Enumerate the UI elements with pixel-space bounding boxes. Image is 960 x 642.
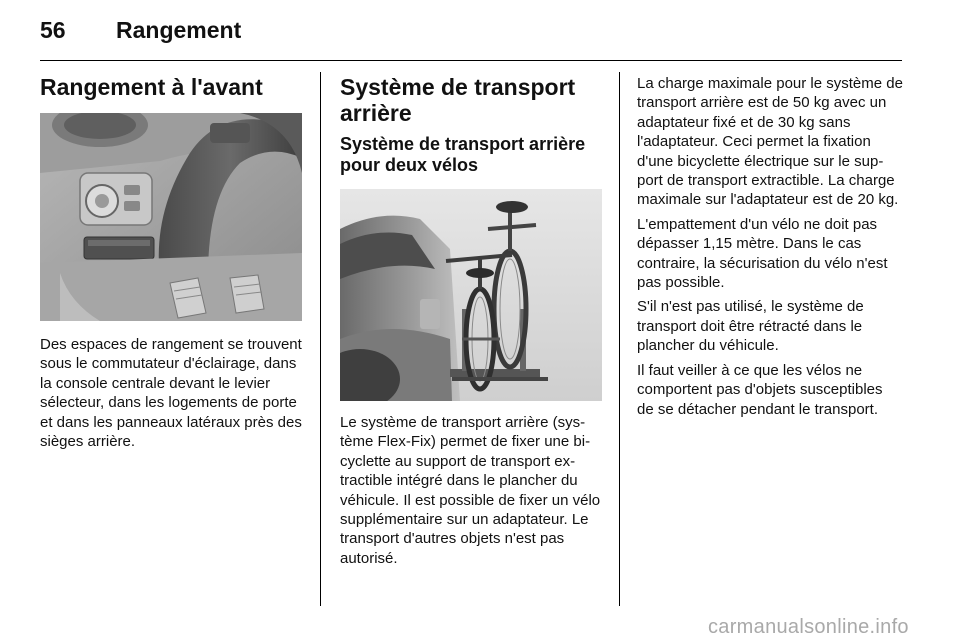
rear-bike-carrier-photo-icon [340,189,602,401]
section-heading-front-storage: Rangement à l'avant [40,74,263,100]
front-storage-paragraph: Des espaces de rangement se trouvent sous le commutateur d'éclairage, dans la console centrale devant le levier sélecteur, dans les logements de porte et dans les panneaux latéraux près des sièges arrière. [40,336,302,451]
section-heading-rear-carrier: Système de transport arrière [340,74,576,126]
column-front-storage [40,74,304,456]
dashboard-storage-photo-icon [40,113,302,321]
max-load-paragraph: La charge maximale pour le système de transport arrière est de 50 kg avec un adaptateur fixé et de 30 kg sans l'adaptateur. Ceci permet la fixation d'une bicyclette électrique sur le support de transport extractible. La charge maximale sur l'adaptateur est de 20 kg. [637,75,903,209]
page-number: 56 [40,17,66,43]
column-divider-right [619,72,620,606]
subsection-heading-two-bikes: Système de transport arrière pour deux vélos [340,134,586,175]
retract-paragraph: S'il n'est pas utilisé, le système de transport doit être rétracté dans le plancher du véhicule. [637,298,864,355]
rear-carrier-paragraph: Le système de transport arrière (système Flex-Fix) permet de fixer une bicyclette au support de transport extractible intégré dans le plancher du véhicule. Il est possible de fixer un vélo supplémentaire sur un adaptateur. Le transport d'autres objets n'est pas autorisé. [340,414,601,567]
header-rule [40,60,902,61]
column-carrier-details [637,74,903,424]
page-header-title: Rangement [116,17,242,43]
column-rear-carrier [340,74,602,573]
wheelbase-paragraph: L'empattement d'un vélo ne doit pas dépasser 1,15 mètre. Dans le cas contraire, la sécurisation du vélo n'est pas possible. [637,215,888,292]
column-divider-left [320,72,321,606]
loose-objects-paragraph: Il faut veiller à ce que les vélos ne comportent pas d'objets susceptibles de se détacher pendant le transport. [637,361,883,418]
watermark: carmanualsonline.info [708,616,909,638]
